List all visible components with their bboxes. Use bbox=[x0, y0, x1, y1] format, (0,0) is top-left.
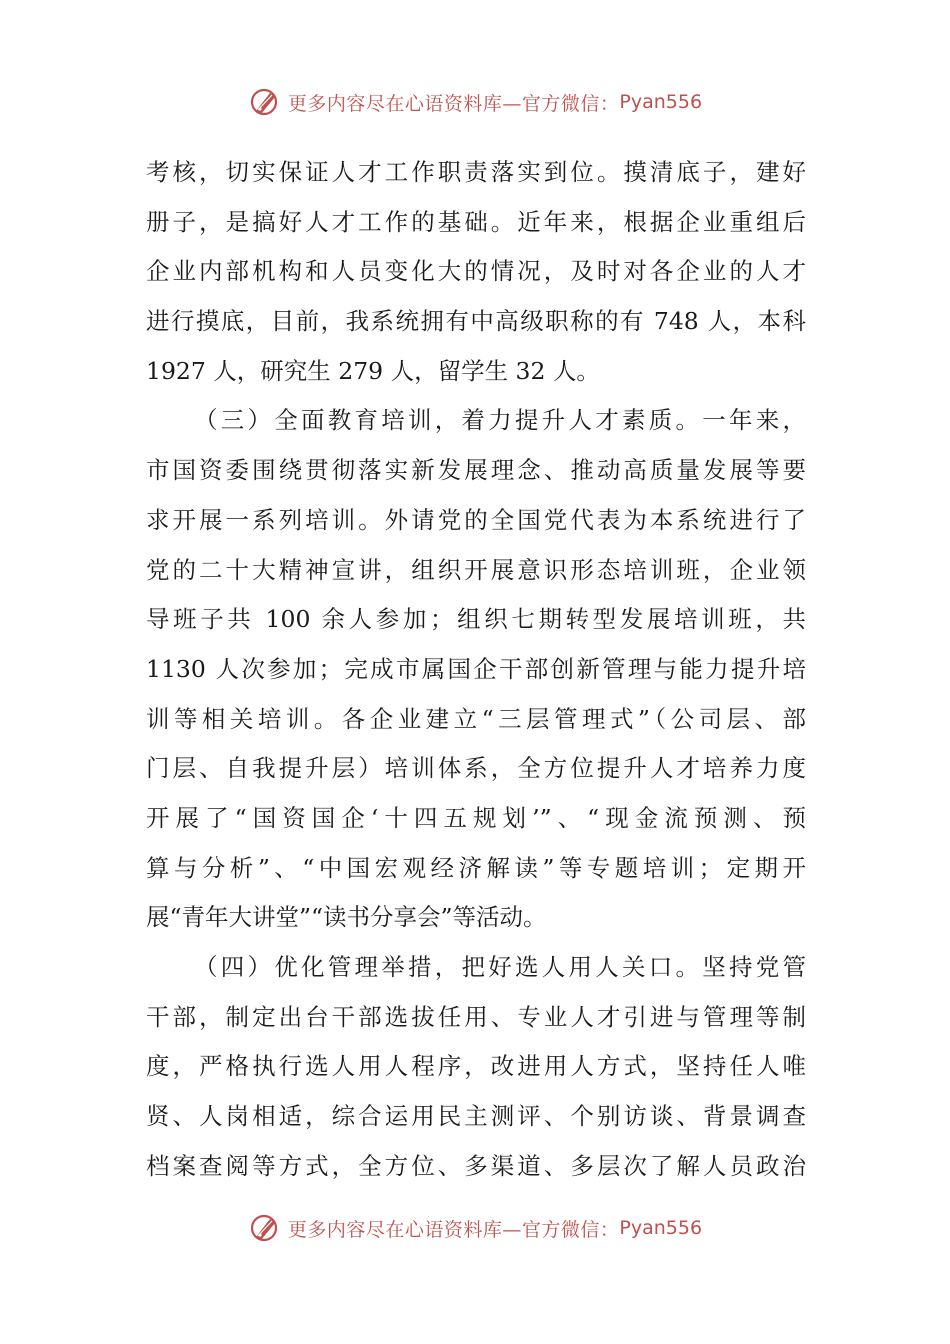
text-line: 档案查阅等方式，全方位、多渠道、多层次了解人员政治 bbox=[146, 1151, 806, 1180]
text-line: 导班子共 100 余人参加；组织七期转型发展培训班，共 bbox=[146, 605, 806, 634]
banner-text: 更多内容尽在心语资料库—官方微信： bbox=[287, 1218, 620, 1241]
text-line: 企业内部机构和人员变化大的情况，及时对各企业的人才 bbox=[146, 257, 806, 286]
pen-nib-circle-icon bbox=[248, 85, 282, 119]
header-banner bbox=[0, 82, 950, 122]
text-line: 党的二十大精神宣讲，组织开展意识形态培训班，企业领 bbox=[146, 555, 806, 584]
paragraph-heading-3: （三）全面教育培训，着力提升人才素质。一年来， bbox=[194, 406, 806, 435]
text-line: 算与分析”、“中国宏观经济解读”等专题培训；定期开 bbox=[146, 853, 806, 882]
wechat-id: Pyan556 bbox=[619, 1217, 703, 1239]
paragraph-heading-4: （四）优化管理举措，把好选人用人关口。坚持党管 bbox=[194, 953, 806, 981]
text-line: 贤、人岗相适，综合运用民主测评、个别访谈、背景调查 bbox=[146, 1102, 806, 1131]
pen-nib-circle-icon bbox=[248, 1211, 282, 1245]
text-line: 开展了“国资国企‘十四五规划’”、“现金流预测、预 bbox=[146, 803, 806, 832]
text-line: 训等相关培训。各企业建立“三层管理式”（公司层、部 bbox=[146, 704, 806, 733]
document-body bbox=[146, 148, 806, 1191]
text-line: 1130 人次参加；完成市属国企干部创新管理与能力提升培 bbox=[146, 654, 806, 683]
text-line: 求开展一系列培训。外请党的全国党代表为本系统进行了 bbox=[146, 505, 806, 534]
text-line: 册子，是搞好人才工作的基础。近年来，根据企业重组后 bbox=[146, 207, 806, 236]
wechat-id: Pyan556 bbox=[619, 91, 703, 113]
text-line: 度，严格执行选人用人程序，改进用人方式，坚持任人唯 bbox=[146, 1052, 806, 1081]
text-line: 展“青年大讲堂”“读书分享会”等活动。 bbox=[146, 903, 547, 932]
banner-text: 更多内容尽在心语资料库—官方微信： bbox=[287, 92, 620, 115]
text-line: 进行摸底，目前，我系统拥有中高级职称的有 748 人，本科 bbox=[146, 307, 806, 336]
text-line: 干部，制定出台干部选拔任用、专业人才引进与管理等制 bbox=[146, 1002, 806, 1031]
footer-banner bbox=[0, 1208, 950, 1248]
text-line: 市国资委围绕贯彻落实新发展理念、推动高质量发展等要 bbox=[146, 456, 806, 485]
text-line: 1927 人，研究生 279 人，留学生 32 人。 bbox=[146, 356, 600, 385]
text-line: 门层、自我提升层）培训体系，全方位提升人才培养力度 bbox=[146, 754, 806, 783]
text-line: 考核，切实保证人才工作职责落实到位。摸清底子，建好 bbox=[146, 158, 806, 186]
